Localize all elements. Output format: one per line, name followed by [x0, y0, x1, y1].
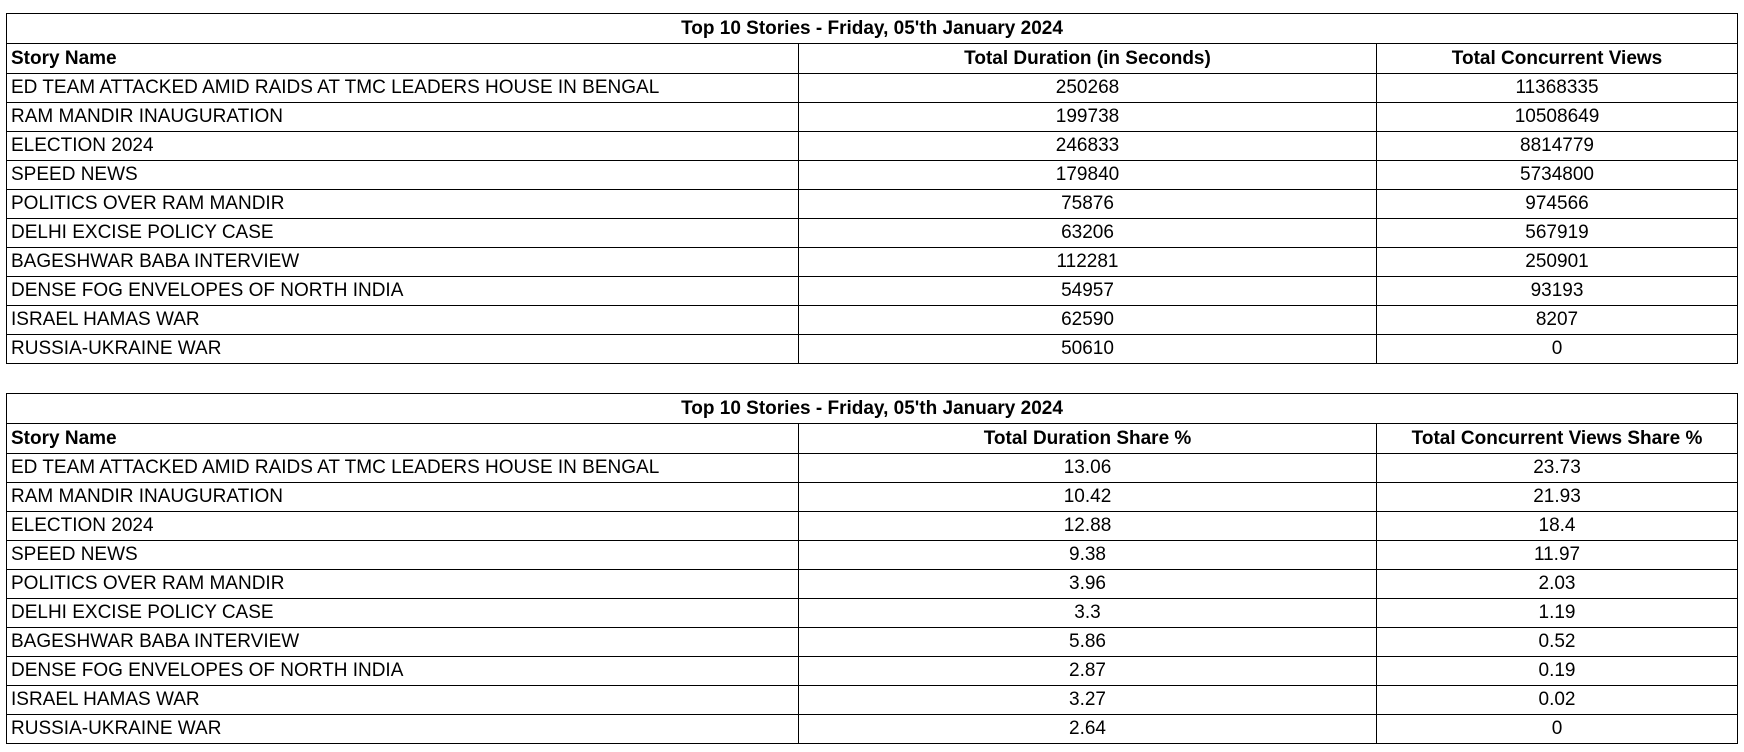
table-row — [7, 686, 1738, 715]
story-name-cell: ELECTION 2024 — [7, 132, 799, 161]
story-name-cell: DENSE FOG ENVELOPES OF NORTH INDIA — [7, 657, 799, 686]
table-row — [7, 132, 1738, 161]
views-cell: 8207 — [1377, 306, 1738, 335]
column-header-story-name: Story Name — [7, 44, 799, 74]
views-share-cell: 0.52 — [1377, 628, 1738, 657]
table-body — [7, 394, 1738, 744]
column-header-duration-share: Total Duration Share % — [799, 424, 1377, 454]
views-share-cell: 18.4 — [1377, 512, 1738, 541]
table-header-row — [7, 424, 1738, 454]
table-row — [7, 219, 1738, 248]
table-title-row — [7, 394, 1738, 424]
column-header-total-duration: Total Duration (in Seconds) — [799, 44, 1377, 74]
table-title: Top 10 Stories - Friday, 05'th January 2024 — [7, 394, 1738, 424]
story-name-cell: SPEED NEWS — [7, 161, 799, 190]
duration-cell: 63206 — [799, 219, 1377, 248]
column-header-views-share: Total Concurrent Views Share % — [1377, 424, 1738, 454]
duration-cell: 112281 — [799, 248, 1377, 277]
table-row — [7, 715, 1738, 744]
views-cell: 974566 — [1377, 190, 1738, 219]
story-name-cell: POLITICS OVER RAM MANDIR — [7, 190, 799, 219]
table-row — [7, 161, 1738, 190]
duration-share-cell: 9.38 — [799, 541, 1377, 570]
table-header-row — [7, 44, 1738, 74]
views-share-cell: 0.19 — [1377, 657, 1738, 686]
duration-share-cell: 2.87 — [799, 657, 1377, 686]
views-share-cell: 23.73 — [1377, 454, 1738, 483]
table-title: Top 10 Stories - Friday, 05'th January 2024 — [7, 14, 1738, 44]
table-row — [7, 657, 1738, 686]
duration-cell: 50610 — [799, 335, 1377, 364]
story-name-cell: BAGESHWAR BABA INTERVIEW — [7, 628, 799, 657]
story-name-cell: RUSSIA-UKRAINE WAR — [7, 715, 799, 744]
story-name-cell: ISRAEL HAMAS WAR — [7, 306, 799, 335]
duration-cell: 250268 — [799, 74, 1377, 103]
duration-cell: 54957 — [799, 277, 1377, 306]
story-name-cell: RUSSIA-UKRAINE WAR — [7, 335, 799, 364]
views-share-cell: 0 — [1377, 715, 1738, 744]
story-name-cell: ELECTION 2024 — [7, 512, 799, 541]
duration-cell: 246833 — [799, 132, 1377, 161]
table-row — [7, 628, 1738, 657]
column-header-story-name: Story Name — [7, 424, 799, 454]
table-row — [7, 483, 1738, 512]
views-cell: 250901 — [1377, 248, 1738, 277]
table-row — [7, 190, 1738, 219]
story-name-cell: DELHI EXCISE POLICY CASE — [7, 599, 799, 628]
top-stories-share-table — [6, 393, 1738, 744]
story-name-cell: POLITICS OVER RAM MANDIR — [7, 570, 799, 599]
table-row — [7, 570, 1738, 599]
duration-share-cell: 10.42 — [799, 483, 1377, 512]
table-row — [7, 541, 1738, 570]
duration-cell: 75876 — [799, 190, 1377, 219]
views-cell: 8814779 — [1377, 132, 1738, 161]
table-row — [7, 306, 1738, 335]
top-stories-duration-views-table — [6, 13, 1738, 364]
story-name-cell: DENSE FOG ENVELOPES OF NORTH INDIA — [7, 277, 799, 306]
table-row — [7, 248, 1738, 277]
table-row — [7, 335, 1738, 364]
table-row — [7, 454, 1738, 483]
views-cell: 11368335 — [1377, 74, 1738, 103]
views-share-cell: 0.02 — [1377, 686, 1738, 715]
table-row — [7, 599, 1738, 628]
story-name-cell: ED TEAM ATTACKED AMID RAIDS AT TMC LEADERS HOUSE IN BENGAL — [7, 454, 799, 483]
story-name-cell: RAM MANDIR INAUGURATION — [7, 483, 799, 512]
duration-share-cell: 3.96 — [799, 570, 1377, 599]
table-row — [7, 277, 1738, 306]
table-row — [7, 74, 1738, 103]
views-share-cell: 1.19 — [1377, 599, 1738, 628]
views-share-cell: 21.93 — [1377, 483, 1738, 512]
duration-share-cell: 3.3 — [799, 599, 1377, 628]
table-body — [7, 14, 1738, 364]
story-name-cell: RAM MANDIR INAUGURATION — [7, 103, 799, 132]
views-share-cell: 11.97 — [1377, 541, 1738, 570]
views-cell: 10508649 — [1377, 103, 1738, 132]
duration-cell: 62590 — [799, 306, 1377, 335]
duration-share-cell: 12.88 — [799, 512, 1377, 541]
duration-share-cell: 5.86 — [799, 628, 1377, 657]
duration-cell: 179840 — [799, 161, 1377, 190]
table-row — [7, 103, 1738, 132]
duration-share-cell: 2.64 — [799, 715, 1377, 744]
story-name-cell: DELHI EXCISE POLICY CASE — [7, 219, 799, 248]
views-cell: 0 — [1377, 335, 1738, 364]
story-name-cell: SPEED NEWS — [7, 541, 799, 570]
views-cell: 567919 — [1377, 219, 1738, 248]
views-share-cell: 2.03 — [1377, 570, 1738, 599]
story-name-cell: ED TEAM ATTACKED AMID RAIDS AT TMC LEADERS HOUSE IN BENGAL — [7, 74, 799, 103]
views-cell: 93193 — [1377, 277, 1738, 306]
duration-share-cell: 3.27 — [799, 686, 1377, 715]
table-title-row — [7, 14, 1738, 44]
duration-cell: 199738 — [799, 103, 1377, 132]
story-name-cell: ISRAEL HAMAS WAR — [7, 686, 799, 715]
column-header-total-concurrent-views: Total Concurrent Views — [1377, 44, 1738, 74]
story-name-cell: BAGESHWAR BABA INTERVIEW — [7, 248, 799, 277]
views-cell: 5734800 — [1377, 161, 1738, 190]
table-row — [7, 512, 1738, 541]
duration-share-cell: 13.06 — [799, 454, 1377, 483]
